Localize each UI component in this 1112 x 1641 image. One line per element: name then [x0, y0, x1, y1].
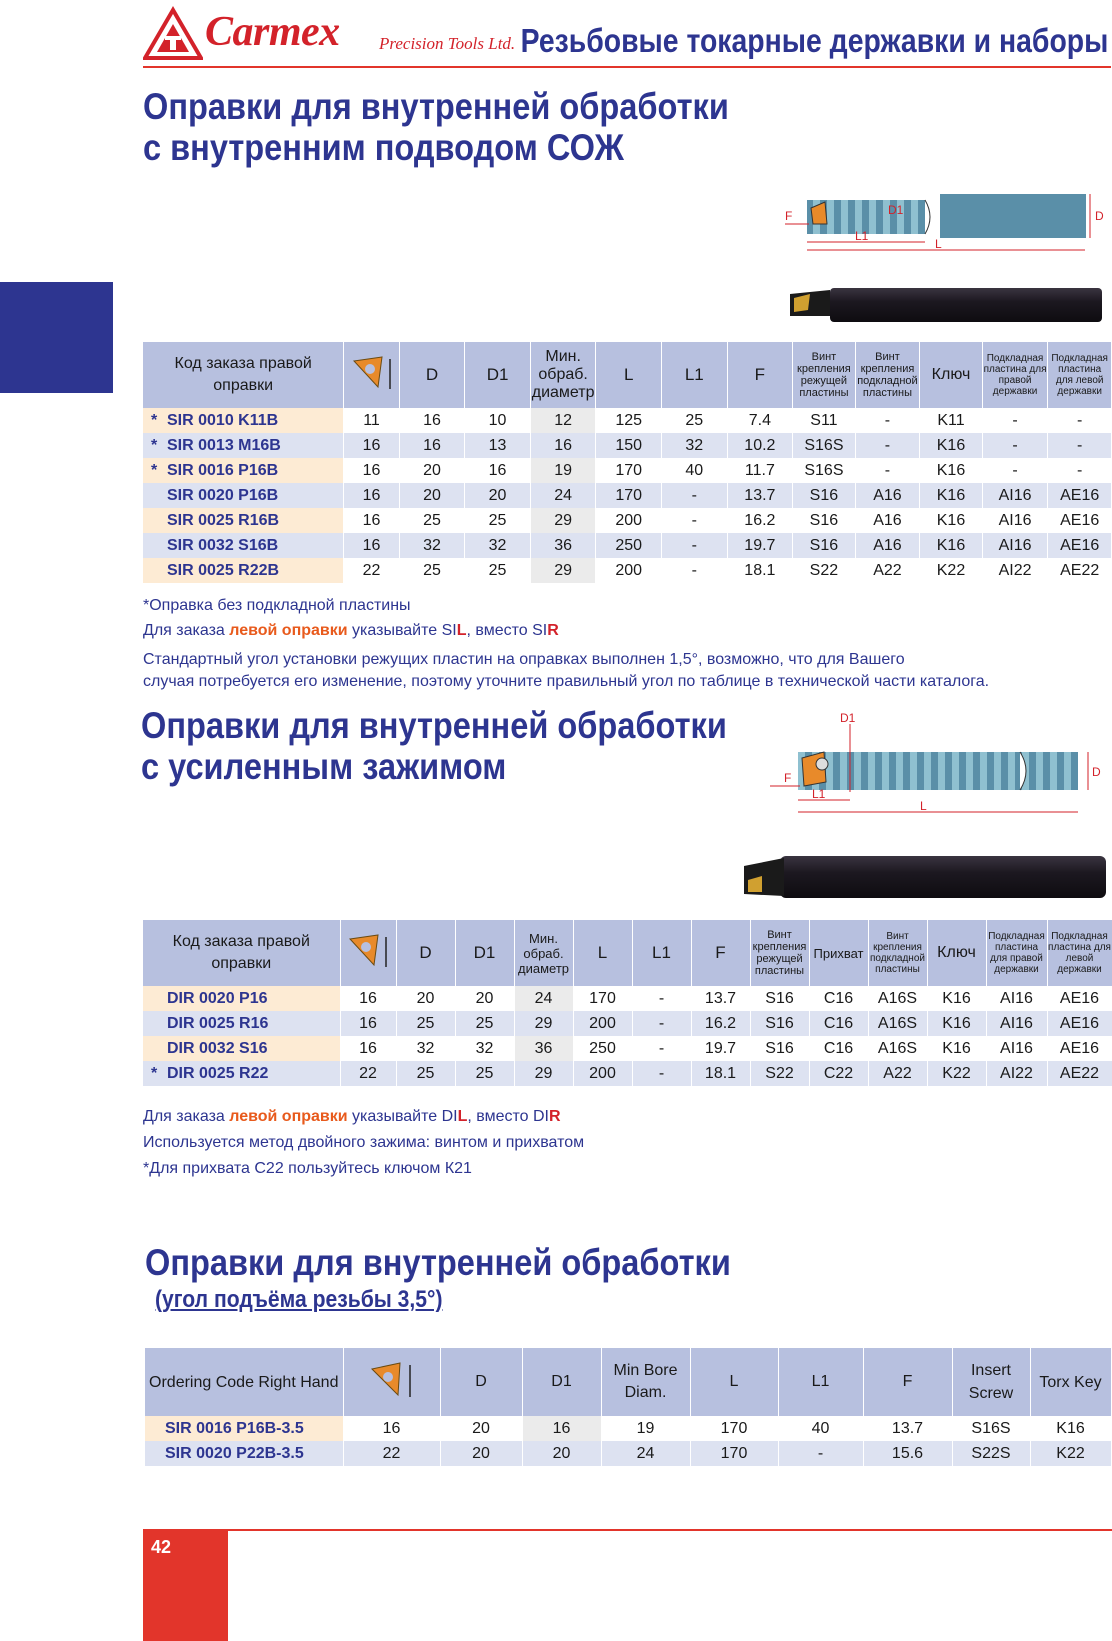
- table-cell: K11: [920, 408, 983, 433]
- order-code-cell: [143, 1011, 340, 1036]
- order-code: SIR 0010 K11B: [167, 411, 279, 429]
- table-cell: 25: [465, 508, 531, 533]
- s2-header-d1: D1: [455, 920, 514, 986]
- s1-table-body: [143, 408, 1112, 583]
- footer-divider: [228, 1529, 1112, 1531]
- table-cell: 20: [440, 1441, 522, 1466]
- table-cell: -: [1048, 408, 1112, 433]
- table-cell: AE16: [1047, 1036, 1112, 1061]
- table-cell: 16: [399, 408, 465, 433]
- table-cell: K16: [920, 483, 983, 508]
- table-cell: 24: [530, 483, 596, 508]
- table-cell: AE16: [1047, 1011, 1112, 1036]
- order-code: SIR 0032 S16B: [167, 536, 279, 554]
- table-row: [143, 1061, 1112, 1086]
- table-cell: 150: [596, 433, 662, 458]
- table-cell: S16: [750, 986, 809, 1011]
- table-cell: AI16: [982, 483, 1048, 508]
- table-cell: K16: [927, 1011, 986, 1036]
- s2-header-key: Ключ: [927, 920, 986, 986]
- table-cell: -: [662, 483, 728, 508]
- order-code-cell: [143, 408, 344, 433]
- insert-cell: 16: [344, 483, 399, 508]
- table-cell: 125: [596, 408, 662, 433]
- order-code: SIR 0016 P16B: [167, 461, 279, 479]
- s3-header-l: L: [690, 1348, 778, 1416]
- s2-note-order: Для заказа левой оправки указывайте DIL, вместо DIR: [143, 1108, 561, 1125]
- table-cell: 11.7: [727, 458, 793, 483]
- diagram1-label-f: F: [785, 209, 793, 223]
- table-cell: A22: [855, 558, 920, 583]
- table-cell: -: [662, 558, 728, 583]
- table-cell: AI22: [982, 558, 1048, 583]
- diagram2-label-l1: L1: [812, 787, 826, 801]
- table-cell: 19.7: [691, 1036, 750, 1061]
- s2-header-shim-screw: Винт крепления подкладной пластины: [868, 920, 927, 986]
- table-cell: 32: [662, 433, 728, 458]
- s2-header-f: F: [691, 920, 750, 986]
- table-cell: AE22: [1047, 1061, 1112, 1086]
- table-row: [143, 533, 1112, 558]
- s2-header-code: Код заказа правой оправки: [143, 920, 340, 986]
- table-cell: 10: [465, 408, 531, 433]
- table-cell: -: [632, 1036, 691, 1061]
- table-cell: 250: [573, 1036, 632, 1061]
- table-cell: 16: [530, 433, 596, 458]
- s1-header-l1: L1: [662, 342, 728, 408]
- table-cell: K16: [920, 533, 983, 558]
- table-cell: A16: [855, 483, 920, 508]
- table-cell: 25: [455, 1061, 514, 1086]
- diagram1-label-d1: D1: [888, 203, 904, 217]
- s2-header-shim-left: Подкладная пластина для левой державки: [1047, 920, 1112, 986]
- s3-header-f: F: [863, 1348, 952, 1416]
- table-cell: -: [855, 458, 920, 483]
- table-cell: S16S: [952, 1416, 1030, 1441]
- table-cell: S16: [750, 1011, 809, 1036]
- order-code-cell: [143, 1036, 340, 1061]
- table-cell: 25: [396, 1061, 455, 1086]
- table-cell: 16: [399, 433, 465, 458]
- table-cell: 170: [596, 458, 662, 483]
- table-cell: 170: [690, 1416, 778, 1441]
- s2-header-l: L: [573, 920, 632, 986]
- table-cell: -: [632, 1011, 691, 1036]
- order-code: SIR 0025 R22B: [167, 561, 280, 579]
- table-cell: -: [632, 986, 691, 1011]
- order-code-cell: [143, 508, 344, 533]
- table-cell: AE16: [1048, 483, 1112, 508]
- table-cell: A22: [868, 1061, 927, 1086]
- s2-note-method: Используется метод двойного зажима: винтом и прихватом: [143, 1134, 585, 1151]
- section3-title-line1: Оправки для внутренней обработки: [145, 1242, 731, 1283]
- s1-header-shim-left: Подкладная пластина для левой державки: [1048, 342, 1112, 408]
- table-cell: 12: [530, 408, 596, 433]
- s3-header-d: D: [440, 1348, 522, 1416]
- s1-header-key: Ключ: [920, 342, 983, 408]
- section1-title-line1: Оправки для внутренней обработки: [143, 86, 729, 127]
- s1-header-d1: D1: [465, 342, 531, 408]
- insert-cell: 16: [344, 508, 399, 533]
- table-cell: 20: [399, 483, 465, 508]
- table-cell: 20: [396, 986, 455, 1011]
- table-cell: S16S: [793, 458, 856, 483]
- order-code: DIR 0032 S16: [167, 1039, 268, 1057]
- table-cell: 25: [399, 558, 465, 583]
- table-cell: AE16: [1048, 533, 1112, 558]
- table-cell: AI16: [982, 508, 1048, 533]
- table-cell: C16: [809, 1011, 868, 1036]
- section2-table: [143, 920, 1112, 1086]
- table-cell: K16: [920, 433, 983, 458]
- table-cell: 20: [440, 1416, 522, 1441]
- s2-header-d: D: [396, 920, 455, 986]
- s1-header-code: Код заказа правой оправки: [143, 342, 344, 408]
- table-cell: A16S: [868, 1011, 927, 1036]
- table-cell: 16: [522, 1416, 601, 1441]
- table-cell: 19: [601, 1416, 690, 1441]
- diagram2-label-d: D: [1092, 765, 1101, 779]
- table-cell: 29: [514, 1061, 573, 1086]
- table-cell: 29: [530, 558, 596, 583]
- table-cell: -: [982, 458, 1048, 483]
- diagram1-label-l: L: [935, 237, 942, 251]
- table-cell: C22: [809, 1061, 868, 1086]
- table-cell: S22S: [952, 1441, 1030, 1466]
- holder-diagram2-icon: [770, 712, 1112, 830]
- table-cell: 18.1: [727, 558, 793, 583]
- section1-table: [143, 342, 1112, 583]
- table-cell: 25: [396, 1011, 455, 1036]
- table-row: [143, 558, 1112, 583]
- table-cell: S16: [793, 483, 856, 508]
- s3-header-l1: L1: [778, 1348, 863, 1416]
- table-cell: K16: [927, 986, 986, 1011]
- table-row: [143, 986, 1112, 1011]
- insert-cell: 22: [340, 1061, 396, 1086]
- table-cell: 36: [530, 533, 596, 558]
- table-cell: 250: [596, 533, 662, 558]
- insert-cell: 16: [344, 458, 399, 483]
- holder-photo2-icon: [740, 852, 1112, 904]
- table-cell: 13.7: [727, 483, 793, 508]
- table-row: [143, 483, 1112, 508]
- s1-note-angle-2: случая потребуется его изменение, поэтому уточните правильный угол по таблице в технической части каталога.: [143, 673, 990, 690]
- holder-photo-icon: [780, 282, 1112, 328]
- insert-cell: 22: [344, 558, 399, 583]
- table-cell: -: [982, 408, 1048, 433]
- table-cell: 36: [514, 1036, 573, 1061]
- insert-cell: 11: [344, 408, 399, 433]
- table-cell: -: [1048, 433, 1112, 458]
- table-cell: S16: [750, 1036, 809, 1061]
- table-cell: 20: [455, 986, 514, 1011]
- table-cell: 25: [455, 1011, 514, 1036]
- table-cell: 32: [399, 533, 465, 558]
- diagram2-label-f: F: [784, 771, 792, 785]
- s3-header-insert-screw: Insert Screw: [952, 1348, 1030, 1416]
- header-divider: [143, 66, 1111, 68]
- table-cell: K22: [1030, 1441, 1111, 1466]
- insert3-icon: [366, 1359, 418, 1401]
- s1-header-l: L: [596, 342, 662, 408]
- table-cell: 13: [465, 433, 531, 458]
- table-cell: 20: [465, 483, 531, 508]
- s1-note-order: Для заказа левой оправки указывайте SIL, вместо SIR: [143, 622, 559, 639]
- table-cell: S22: [793, 558, 856, 583]
- section2-title-line1: Оправки для внутренней обработки: [141, 705, 727, 746]
- table-cell: 24: [514, 986, 573, 1011]
- table-row: [145, 1416, 1111, 1441]
- table-cell: K16: [920, 458, 983, 483]
- table-row: [143, 408, 1112, 433]
- s2-header-clamp: Прихват: [809, 920, 868, 986]
- table-cell: 25: [399, 508, 465, 533]
- table-cell: AI16: [982, 533, 1048, 558]
- s1-note-star: *Оправка без подкладной пластины: [143, 597, 411, 614]
- table-cell: 19: [530, 458, 596, 483]
- order-code: DIR 0025 R16: [167, 1014, 269, 1032]
- table-cell: AI22: [986, 1061, 1047, 1086]
- table-row: [143, 508, 1112, 533]
- s3-header-torx-key: Torx Key: [1030, 1348, 1111, 1416]
- s1-header-shim-screw: Винт крепления подкладной пластины: [855, 342, 920, 408]
- table-cell: -: [855, 433, 920, 458]
- carmex-logo-icon: [143, 6, 203, 62]
- table-cell: 170: [596, 483, 662, 508]
- table-cell: 40: [662, 458, 728, 483]
- section2-title-line2: с усиленным зажимом: [141, 746, 507, 787]
- s1-header-min-diam: Мин. обраб. диаметр: [530, 342, 596, 408]
- insert-cell: 16: [344, 433, 399, 458]
- footnote-marker: *: [151, 461, 158, 479]
- table-cell: 29: [530, 508, 596, 533]
- table-cell: 13.7: [691, 986, 750, 1011]
- table-cell: 32: [455, 1036, 514, 1061]
- table-cell: -: [778, 1441, 863, 1466]
- order-code-cell: [143, 483, 344, 508]
- table-cell: C16: [809, 986, 868, 1011]
- order-code-cell: SIR 0020 P22B-3.5: [145, 1441, 343, 1466]
- table-cell: A16S: [868, 986, 927, 1011]
- order-code: SIR 0020 P16B: [167, 486, 279, 504]
- table-cell: -: [632, 1061, 691, 1086]
- table-row: [145, 1441, 1111, 1466]
- insert-cell: 16: [340, 986, 396, 1011]
- table-cell: 200: [573, 1011, 632, 1036]
- table-row: [143, 1036, 1112, 1061]
- order-code-cell: SIR 0016 P16B-3.5: [145, 1416, 343, 1441]
- diagram2-label-l: L: [920, 799, 927, 813]
- table-cell: C16: [809, 1036, 868, 1061]
- table-cell: A16S: [868, 1036, 927, 1061]
- s1-header-insert-screw: Винт крепления режущей пластины: [793, 342, 856, 408]
- footnote-marker: *: [151, 1064, 158, 1082]
- s2-table-body: [143, 986, 1112, 1086]
- table-cell: 22: [343, 1441, 440, 1466]
- s2-note-clamp: *Для прихвата С22 пользуйтесь ключом К21: [143, 1160, 472, 1177]
- footnote-marker: *: [151, 411, 158, 429]
- s3-table-body: [145, 1416, 1111, 1466]
- insert-cell: 16: [340, 1036, 396, 1061]
- order-code-cell: [143, 458, 344, 483]
- s2-header-insert: [340, 920, 396, 986]
- s1-header-f: F: [727, 342, 793, 408]
- table-cell: 25: [465, 558, 531, 583]
- table-cell: 32: [396, 1036, 455, 1061]
- s2-header-insert-screw: Винт крепления режущей пластины: [750, 920, 809, 986]
- table-cell: S16S: [793, 433, 856, 458]
- diagram2-label-d1: D1: [840, 712, 856, 725]
- order-code-cell: [143, 533, 344, 558]
- s3-header-min-bore: Min Bore Diam.: [601, 1348, 690, 1416]
- brand-subtitle: Precision Tools Ltd.: [379, 34, 516, 53]
- table-cell: AI16: [986, 1011, 1047, 1036]
- table-cell: 200: [596, 508, 662, 533]
- section1-title-line2: с внутренним подводом СОЖ: [143, 127, 624, 168]
- order-code-cell: [143, 433, 344, 458]
- table-cell: 16.2: [691, 1011, 750, 1036]
- table-row: [143, 433, 1112, 458]
- insert2-icon: [344, 931, 392, 971]
- order-code-cell: [143, 986, 340, 1011]
- table-cell: -: [662, 533, 728, 558]
- table-cell: AE16: [1048, 508, 1112, 533]
- table-cell: -: [1048, 458, 1112, 483]
- table-cell: 32: [465, 533, 531, 558]
- s3-header-code: Ordering Code Right Hand: [145, 1348, 343, 1416]
- order-code: DIR 0025 R22: [167, 1064, 269, 1082]
- table-cell: -: [982, 433, 1048, 458]
- table-cell: K22: [920, 558, 983, 583]
- table-cell: AI16: [986, 986, 1047, 1011]
- table-cell: AE16: [1047, 986, 1112, 1011]
- table-cell: K16: [920, 508, 983, 533]
- table-cell: K22: [927, 1061, 986, 1086]
- holder-diagram-icon: [785, 190, 1112, 262]
- brand: [143, 6, 516, 64]
- order-code-cell: [143, 1061, 340, 1086]
- table-cell: 15.6: [863, 1441, 952, 1466]
- table-cell: 24: [601, 1441, 690, 1466]
- s1-header-d: D: [399, 342, 465, 408]
- table-cell: 19.7: [727, 533, 793, 558]
- footnote-marker: *: [151, 436, 158, 454]
- s1-header-insert: [344, 342, 399, 408]
- table-cell: A16: [855, 508, 920, 533]
- diagram1-label-d: D: [1095, 209, 1104, 223]
- table-cell: S11: [793, 408, 856, 433]
- table-cell: 170: [690, 1441, 778, 1466]
- table-cell: 20: [399, 458, 465, 483]
- table-cell: 10.2: [727, 433, 793, 458]
- table-row: [143, 458, 1112, 483]
- table-cell: 170: [573, 986, 632, 1011]
- s2-header-min-diam: Мин. обраб. диаметр: [514, 920, 573, 986]
- order-code-cell: [143, 558, 344, 583]
- table-cell: A16: [855, 533, 920, 558]
- section3-title-line2: (угол подъёма резьбы 3,5°): [155, 1286, 443, 1313]
- s2-header-l1: L1: [632, 920, 691, 986]
- table-cell: 200: [596, 558, 662, 583]
- table-cell: AI16: [986, 1036, 1047, 1061]
- side-tab-marker: [0, 282, 113, 393]
- brand-name: Carmex: [205, 9, 340, 55]
- table-cell: S22: [750, 1061, 809, 1086]
- table-cell: K16: [927, 1036, 986, 1061]
- s1-header-shim-right: Подкладная пластина для правой державки: [982, 342, 1048, 408]
- order-code: DIR 0020 P16: [167, 989, 268, 1007]
- insert-cell: 16: [344, 533, 399, 558]
- table-cell: AE22: [1048, 558, 1112, 583]
- table-cell: K16: [1030, 1416, 1111, 1441]
- table-cell: 13.7: [863, 1416, 952, 1441]
- table-cell: 16.2: [727, 508, 793, 533]
- page-number: 42: [151, 1537, 172, 1557]
- table-cell: 29: [514, 1011, 573, 1036]
- table-cell: 7.4: [727, 408, 793, 433]
- order-code: SIR 0013 M16B: [167, 436, 281, 454]
- table-cell: 20: [522, 1441, 601, 1466]
- page-header-title: Резьбовые токарные державки и наборы: [520, 22, 1108, 59]
- table-row: [143, 1011, 1112, 1036]
- order-code: SIR 0025 R16B: [167, 511, 280, 529]
- s3-header-d1: D1: [522, 1348, 601, 1416]
- table-cell: S16: [793, 533, 856, 558]
- table-cell: -: [855, 408, 920, 433]
- table-cell: 40: [778, 1416, 863, 1441]
- table-cell: 16: [343, 1416, 440, 1441]
- table-cell: 18.1: [691, 1061, 750, 1086]
- insert-cell: 16: [340, 1011, 396, 1036]
- s3-header-insert: [343, 1348, 440, 1416]
- table-cell: S16: [793, 508, 856, 533]
- section3-table: [145, 1348, 1112, 1466]
- diagram1-label-l1: L1: [855, 229, 869, 243]
- table-cell: 200: [573, 1061, 632, 1086]
- table-cell: -: [662, 508, 728, 533]
- table-cell: 16: [465, 458, 531, 483]
- table-cell: 25: [662, 408, 728, 433]
- footer-page-box: [143, 1529, 228, 1641]
- s1-note-angle-1: Стандартный угол установки режущих пластин на оправках выполнен 1,5°, возможно, что для Вашего: [143, 651, 905, 668]
- insert-icon: [348, 353, 396, 393]
- s2-header-shim-right: Подкладная пластина для правой державки: [986, 920, 1047, 986]
